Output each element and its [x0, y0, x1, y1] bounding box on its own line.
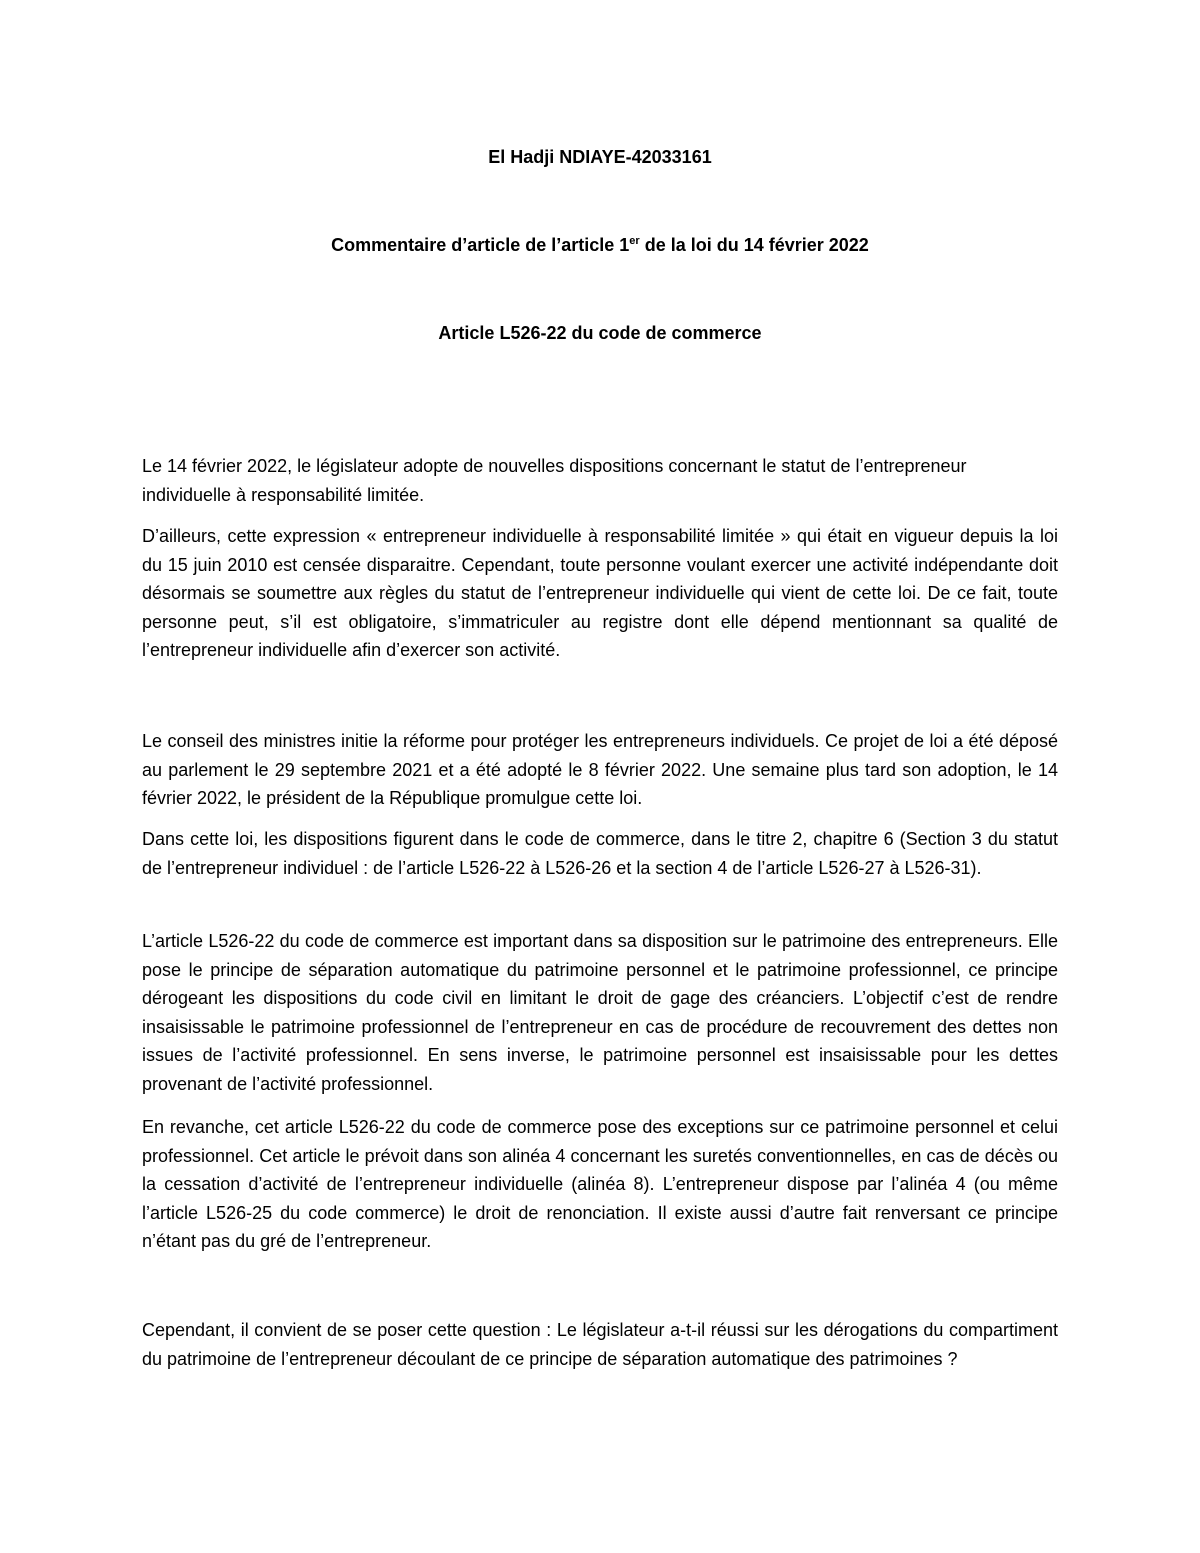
paragraph-article-principle: L’article L526-22 du code de commerce est important dans sa disposition sur le patrimoine des entrepreneurs. Elle pose le principe de séparation automatique du patrimoine personnel et le patrimoine professionnel, ce principe dérogeant les dispositions du code civil en limitant le droit de gage des créanciers. L’objectif c’est de rendre insaisissable le patrimoine professionnel de l’entrepreneur en cas de procédure de recouvrement des dettes non issues de l’activité professionnel. En sens inverse, le patrimoine personnel est insaisissable pour les dettes provenant de l’activité professionnel. [142, 931, 1058, 1094]
author-line: El Hadji NDIAYE-42033161 [488, 147, 712, 167]
paragraph-question: Cependant, il convient de se poser cette question : Le législateur a-t-il réussi sur les dérogations du compartiment du patrimoine de l’entrepreneur découlant de ce principe de séparation automatique des patrimoines ? [142, 1320, 1058, 1369]
title-superscript: er [629, 235, 640, 247]
paragraph-exceptions: En revanche, cet article L526-22 du code de commerce pose des exceptions sur ce patrimoine personnel et celui professionnel. Cet article le prévoit dans son alinéa 4 concernant les suretés conventionnelles, en cas de décès ou la cessation d’activité de l’entrepreneur individuelle (alinéa 8). L’entrepreneur dispose par l’alinéa 4 (ou même l’article L526-25 du code commerce) le droit de renonciation. Il existe aussi d’autre fait renversant ce principe n’étant pas du gré de l’entrepreneur. [142, 1117, 1058, 1251]
title-suffix: de la loi du 14 février 2022 [639, 235, 869, 255]
paragraph-intro: Le 14 février 2022, le législateur adopte de nouvelles dispositions concernant le statut de l’entrepreneur individuelle à responsabilité limitée. [142, 456, 967, 505]
paragraph-dispositions: Dans cette loi, les dispositions figurent dans le code de commerce, dans le titre 2, chapitre 6 (Section 3 du statut de l’entrepreneur individuel : de l’article L526-22 à L526-26 et la section 4 de l’article L526-27 à L526-31). [142, 829, 1058, 878]
document-title [0, 234, 1200, 256]
paragraph-reform: Le conseil des ministres initie la réforme pour protéger les entrepreneurs individuels. Ce projet de loi a été déposé au parlement le 29 septembre 2021 et a été adopté le 8 février 2022. Une semaine plus tard son adoption, le 14 février 2022, le président de la République promulgue cette loi. [142, 731, 1058, 808]
document-subtitle: Article L526-22 du code de commerce [438, 323, 762, 343]
paragraph-expression: D’ailleurs, cette expression « entrepreneur individuelle à responsabilité limitée » qui était en vigueur depuis la loi du 15 juin 2010 est censée disparaitre. Cependant, toute personne voulant exercer une activité indépendante doit désormais se soumettre aux règles du statut de l’entrepreneur individuelle qui vient de cette loi. De ce fait, toute personne peut, s’il est obligatoire, s’immatriculer au registre dont elle dépend mentionnant sa qualité de l’entrepreneur individuelle afin d’exercer son activité. [142, 526, 1058, 660]
title-prefix: Commentaire d’article de l’article 1 [331, 235, 630, 255]
